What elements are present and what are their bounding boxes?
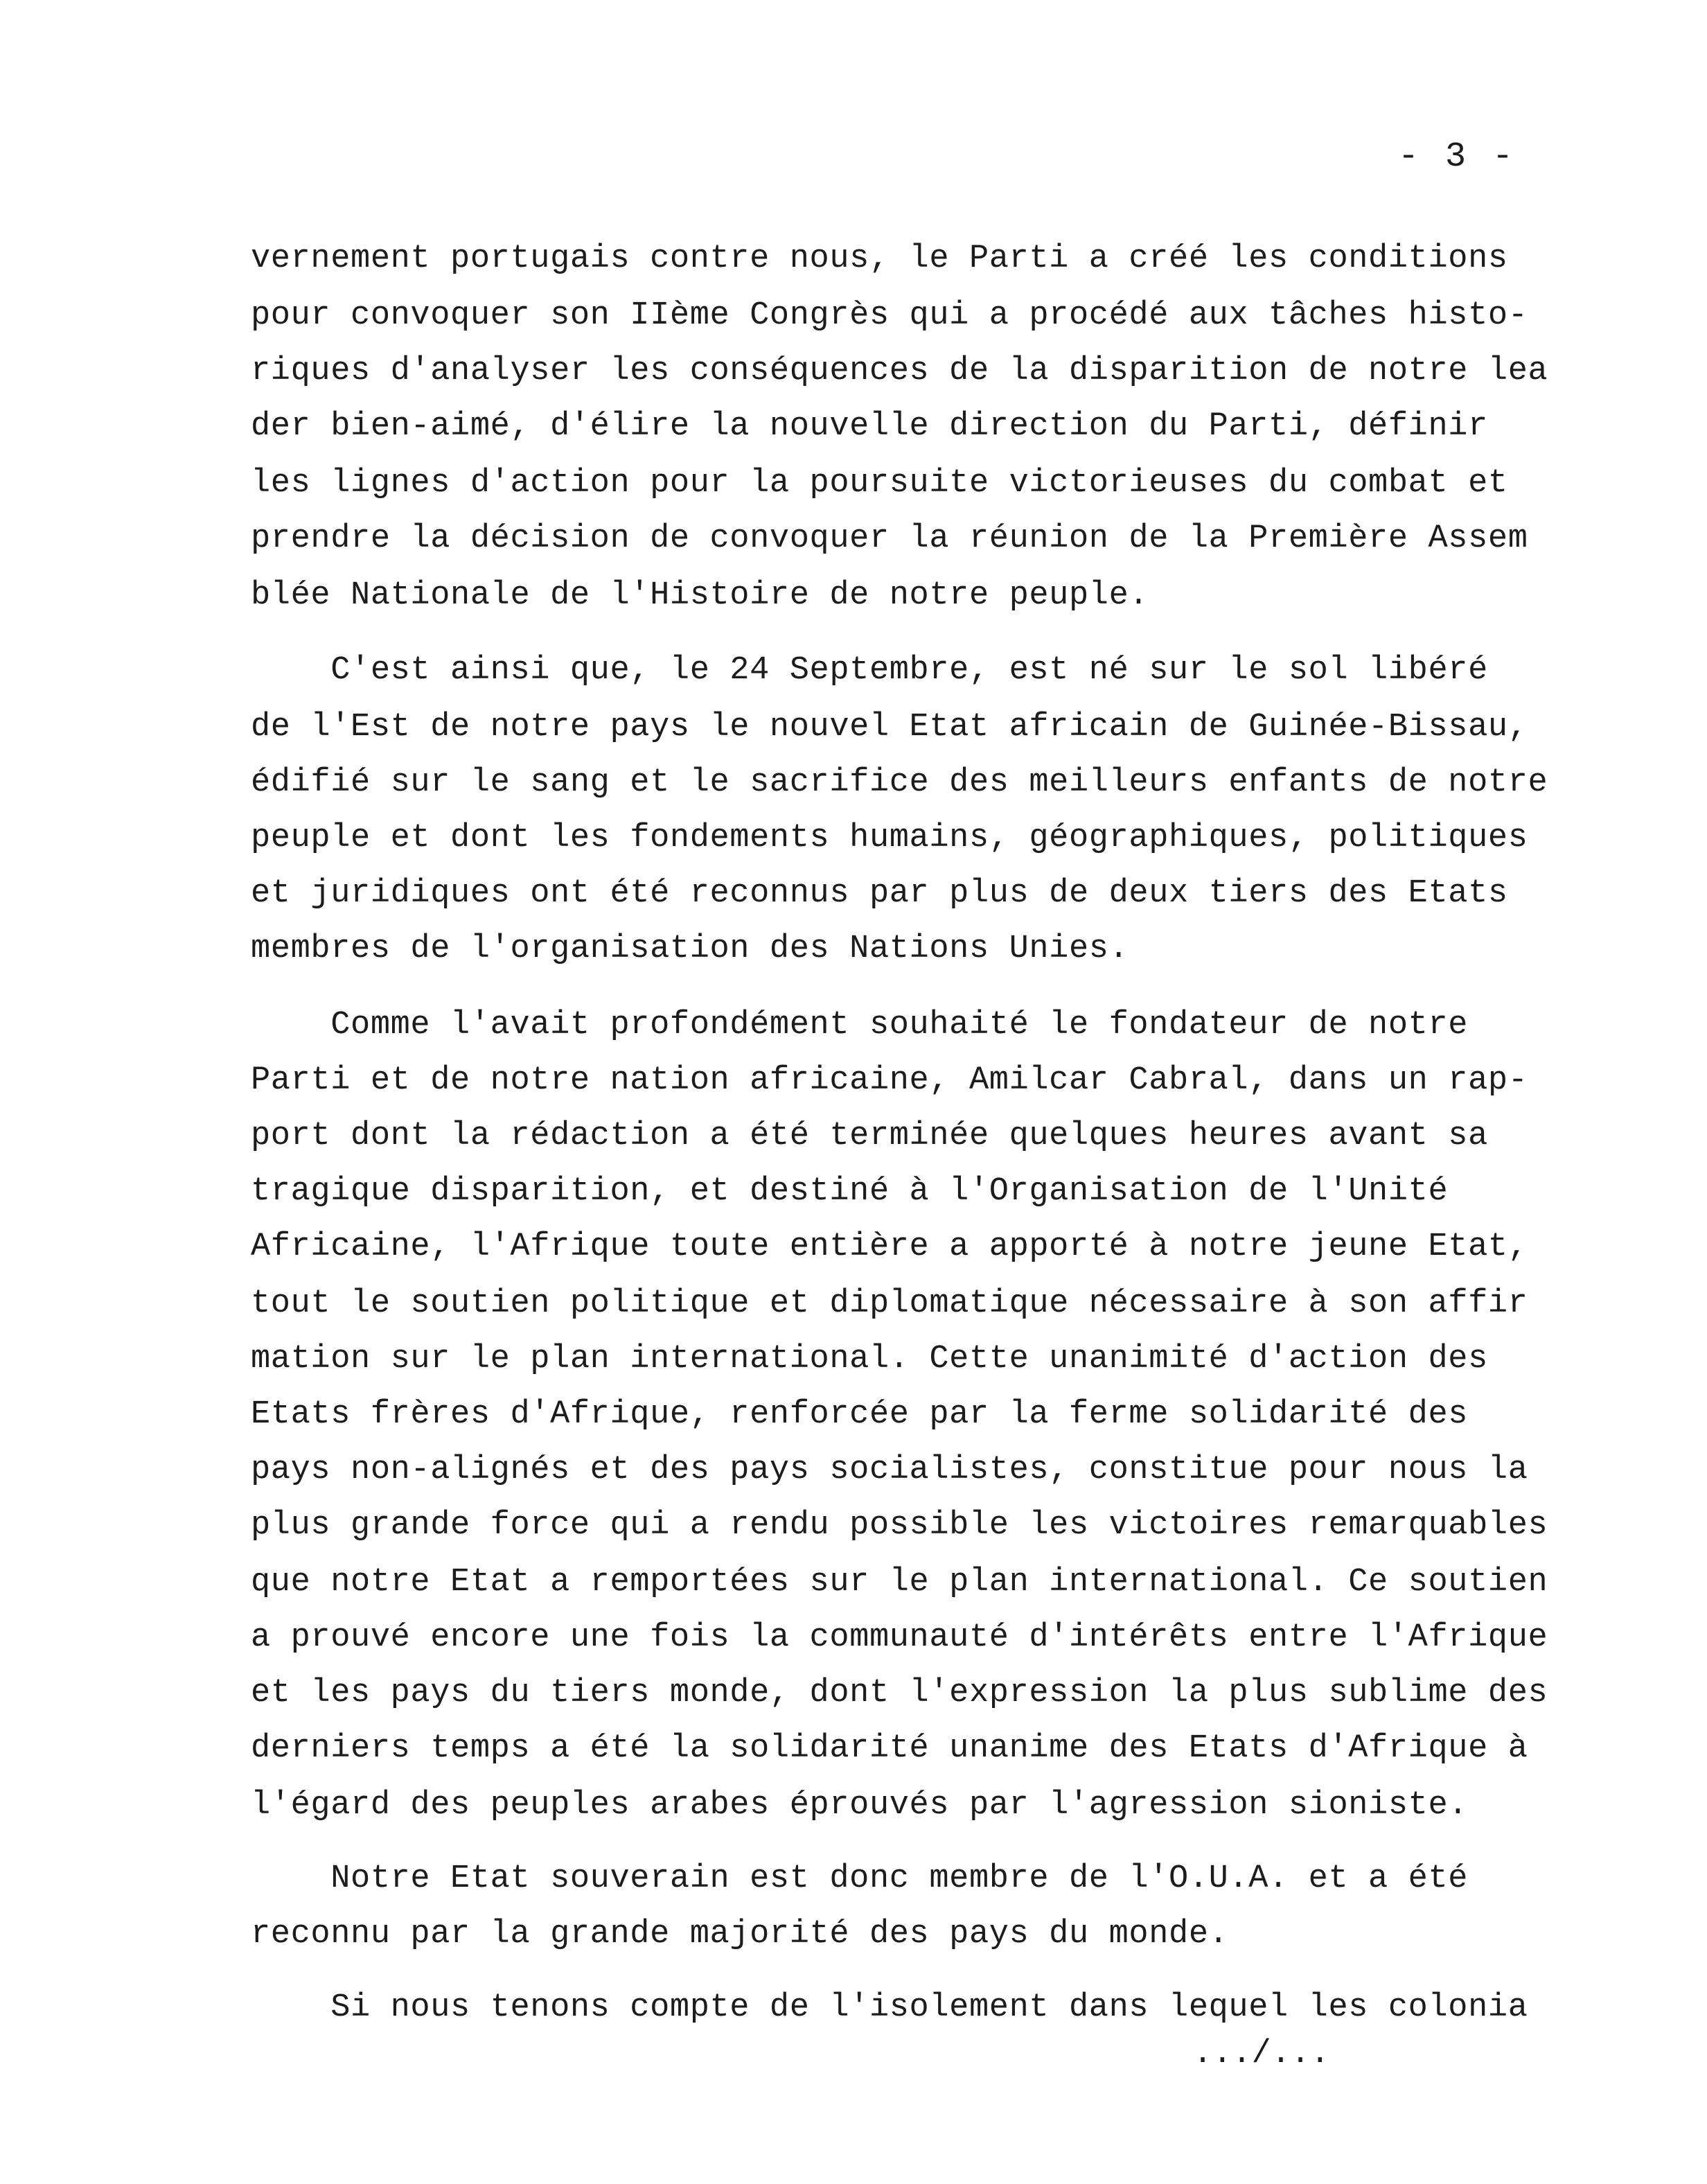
text-line: de l'Est de notre pays le nouvel Etat africain de Guinée-Bissau, — [251, 709, 1528, 746]
text-line: tragique disparition, et destiné à l'Organisation de l'Unité — [251, 1173, 1449, 1210]
text-line: riques d'analyser les conséquences de la disparition de notre lea — [251, 353, 1548, 389]
text-line: et les pays du tiers monde, dont l'expression la plus sublime des — [251, 1675, 1548, 1711]
text-line: membres de l'organisation des Nations Unies. — [251, 931, 1129, 967]
text-line: peuple et dont les fondements humains, géographiques, politiques — [251, 820, 1528, 856]
text-line: mation sur le plan international. Cette unanimité d'action des — [251, 1341, 1488, 1377]
text-line: pour convoquer son IIème Congrès qui a procédé aux tâches histo- — [251, 297, 1528, 334]
text-line: der bien-aimé, d'élire la nouvelle direction du Parti, définir — [251, 408, 1488, 445]
text-line: C'est ainsi que, le 24 Septembre, est né sur le sol libéré — [251, 652, 1488, 689]
text-line: blée Nationale de l'Histoire de notre peuple. — [251, 577, 1149, 614]
text-line: derniers temps a été la solidarité unanime des Etats d'Afrique à — [251, 1730, 1528, 1767]
page-number: - 3 - — [1398, 137, 1516, 177]
text-line: les lignes d'action pour la poursuite victorieuses du combat et — [251, 465, 1508, 502]
text-line: tout le soutien politique et diplomatique nécessaire à son affir — [251, 1285, 1528, 1322]
text-line: plus grande force qui a rendu possible les victoires remarquables — [251, 1507, 1548, 1544]
text-line: vernement portugais contre nous, le Parti a créé les conditions — [251, 240, 1508, 277]
text-line: Si nous tenons compte de l'isolement dans lequel les colonia — [251, 1989, 1528, 2026]
text-line: et juridiques ont été reconnus par plus de deux tiers des Etats — [251, 875, 1508, 912]
text-line: port dont la rédaction a été terminée quelques heures avant sa — [251, 1118, 1488, 1154]
text-line: l'égard des peuples arabes éprouvés par l'agression sioniste. — [251, 1787, 1469, 1824]
text-line: a prouvé encore une fois la communauté d'intérêts entre l'Afrique — [251, 1619, 1548, 1656]
text-line: Parti et de notre nation africaine, Amilcar Cabral, dans un rap- — [251, 1062, 1528, 1099]
text-line: prendre la décision de convoquer la réunion de la Première Assem — [251, 520, 1528, 557]
text-line: Comme l'avait profondément souhaité le fondateur de notre — [251, 1007, 1469, 1043]
text-line: que notre Etat a remportées sur le plan international. Ce soutien — [251, 1564, 1548, 1601]
text-line: reconnu par la grande majorité des pays du monde. — [251, 1916, 1229, 1953]
text-line: Notre Etat souverain est donc membre de l'O.U.A. et a été — [251, 1860, 1469, 1897]
continuation-mark: .../... — [1193, 2036, 1330, 2072]
text-line: Etats frères d'Afrique, renforcée par la ferme solidarité des — [251, 1396, 1469, 1433]
text-line: Africaine, l'Afrique toute entière a apporté à notre jeune Etat, — [251, 1228, 1528, 1265]
text-line: pays non-alignés et des pays socialistes, constitue pour nous la — [251, 1452, 1528, 1488]
text-line: édifié sur le sang et le sacrifice des meilleurs enfants de notre — [251, 764, 1548, 801]
